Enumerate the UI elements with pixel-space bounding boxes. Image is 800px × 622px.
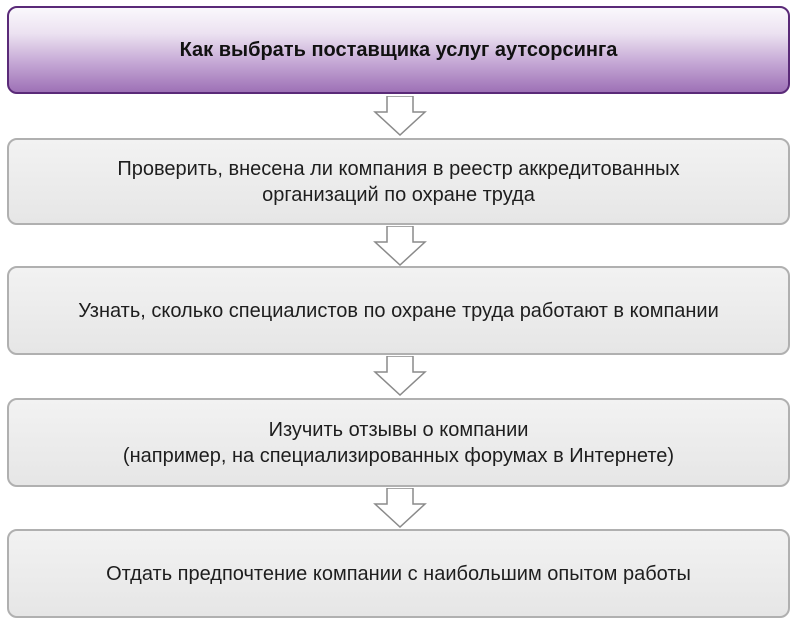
- down-arrow-icon: [373, 356, 427, 396]
- step-2-box: [7, 266, 790, 355]
- step-3-line-2: (например, на специализированных форумах в Интернете): [122, 444, 675, 467]
- flowchart-title-text: Как выбрать поставщика услуг аутсорсинга: [179, 39, 618, 61]
- step-2-line-1: Узнать, сколько специалистов по охране труда работают в компании: [78, 299, 719, 322]
- step-1-line-2: организаций по охране труда: [262, 183, 535, 206]
- down-arrow-icon: [373, 226, 427, 266]
- down-arrow-icon: [373, 96, 427, 136]
- step-4-box: [7, 529, 790, 618]
- step-4-line-1: Отдать предпочтение компании с наибольшим опытом работы: [106, 562, 691, 585]
- step-1-box: [7, 138, 790, 225]
- flowchart-title: [7, 6, 790, 94]
- step-1-line-1: Проверить, внесена ли компания в реестр аккредитованных: [117, 157, 680, 180]
- step-3-line-1: Изучить отзывы о компании: [268, 418, 529, 441]
- down-arrow-icon: [373, 488, 427, 528]
- step-3-box: [7, 398, 790, 487]
